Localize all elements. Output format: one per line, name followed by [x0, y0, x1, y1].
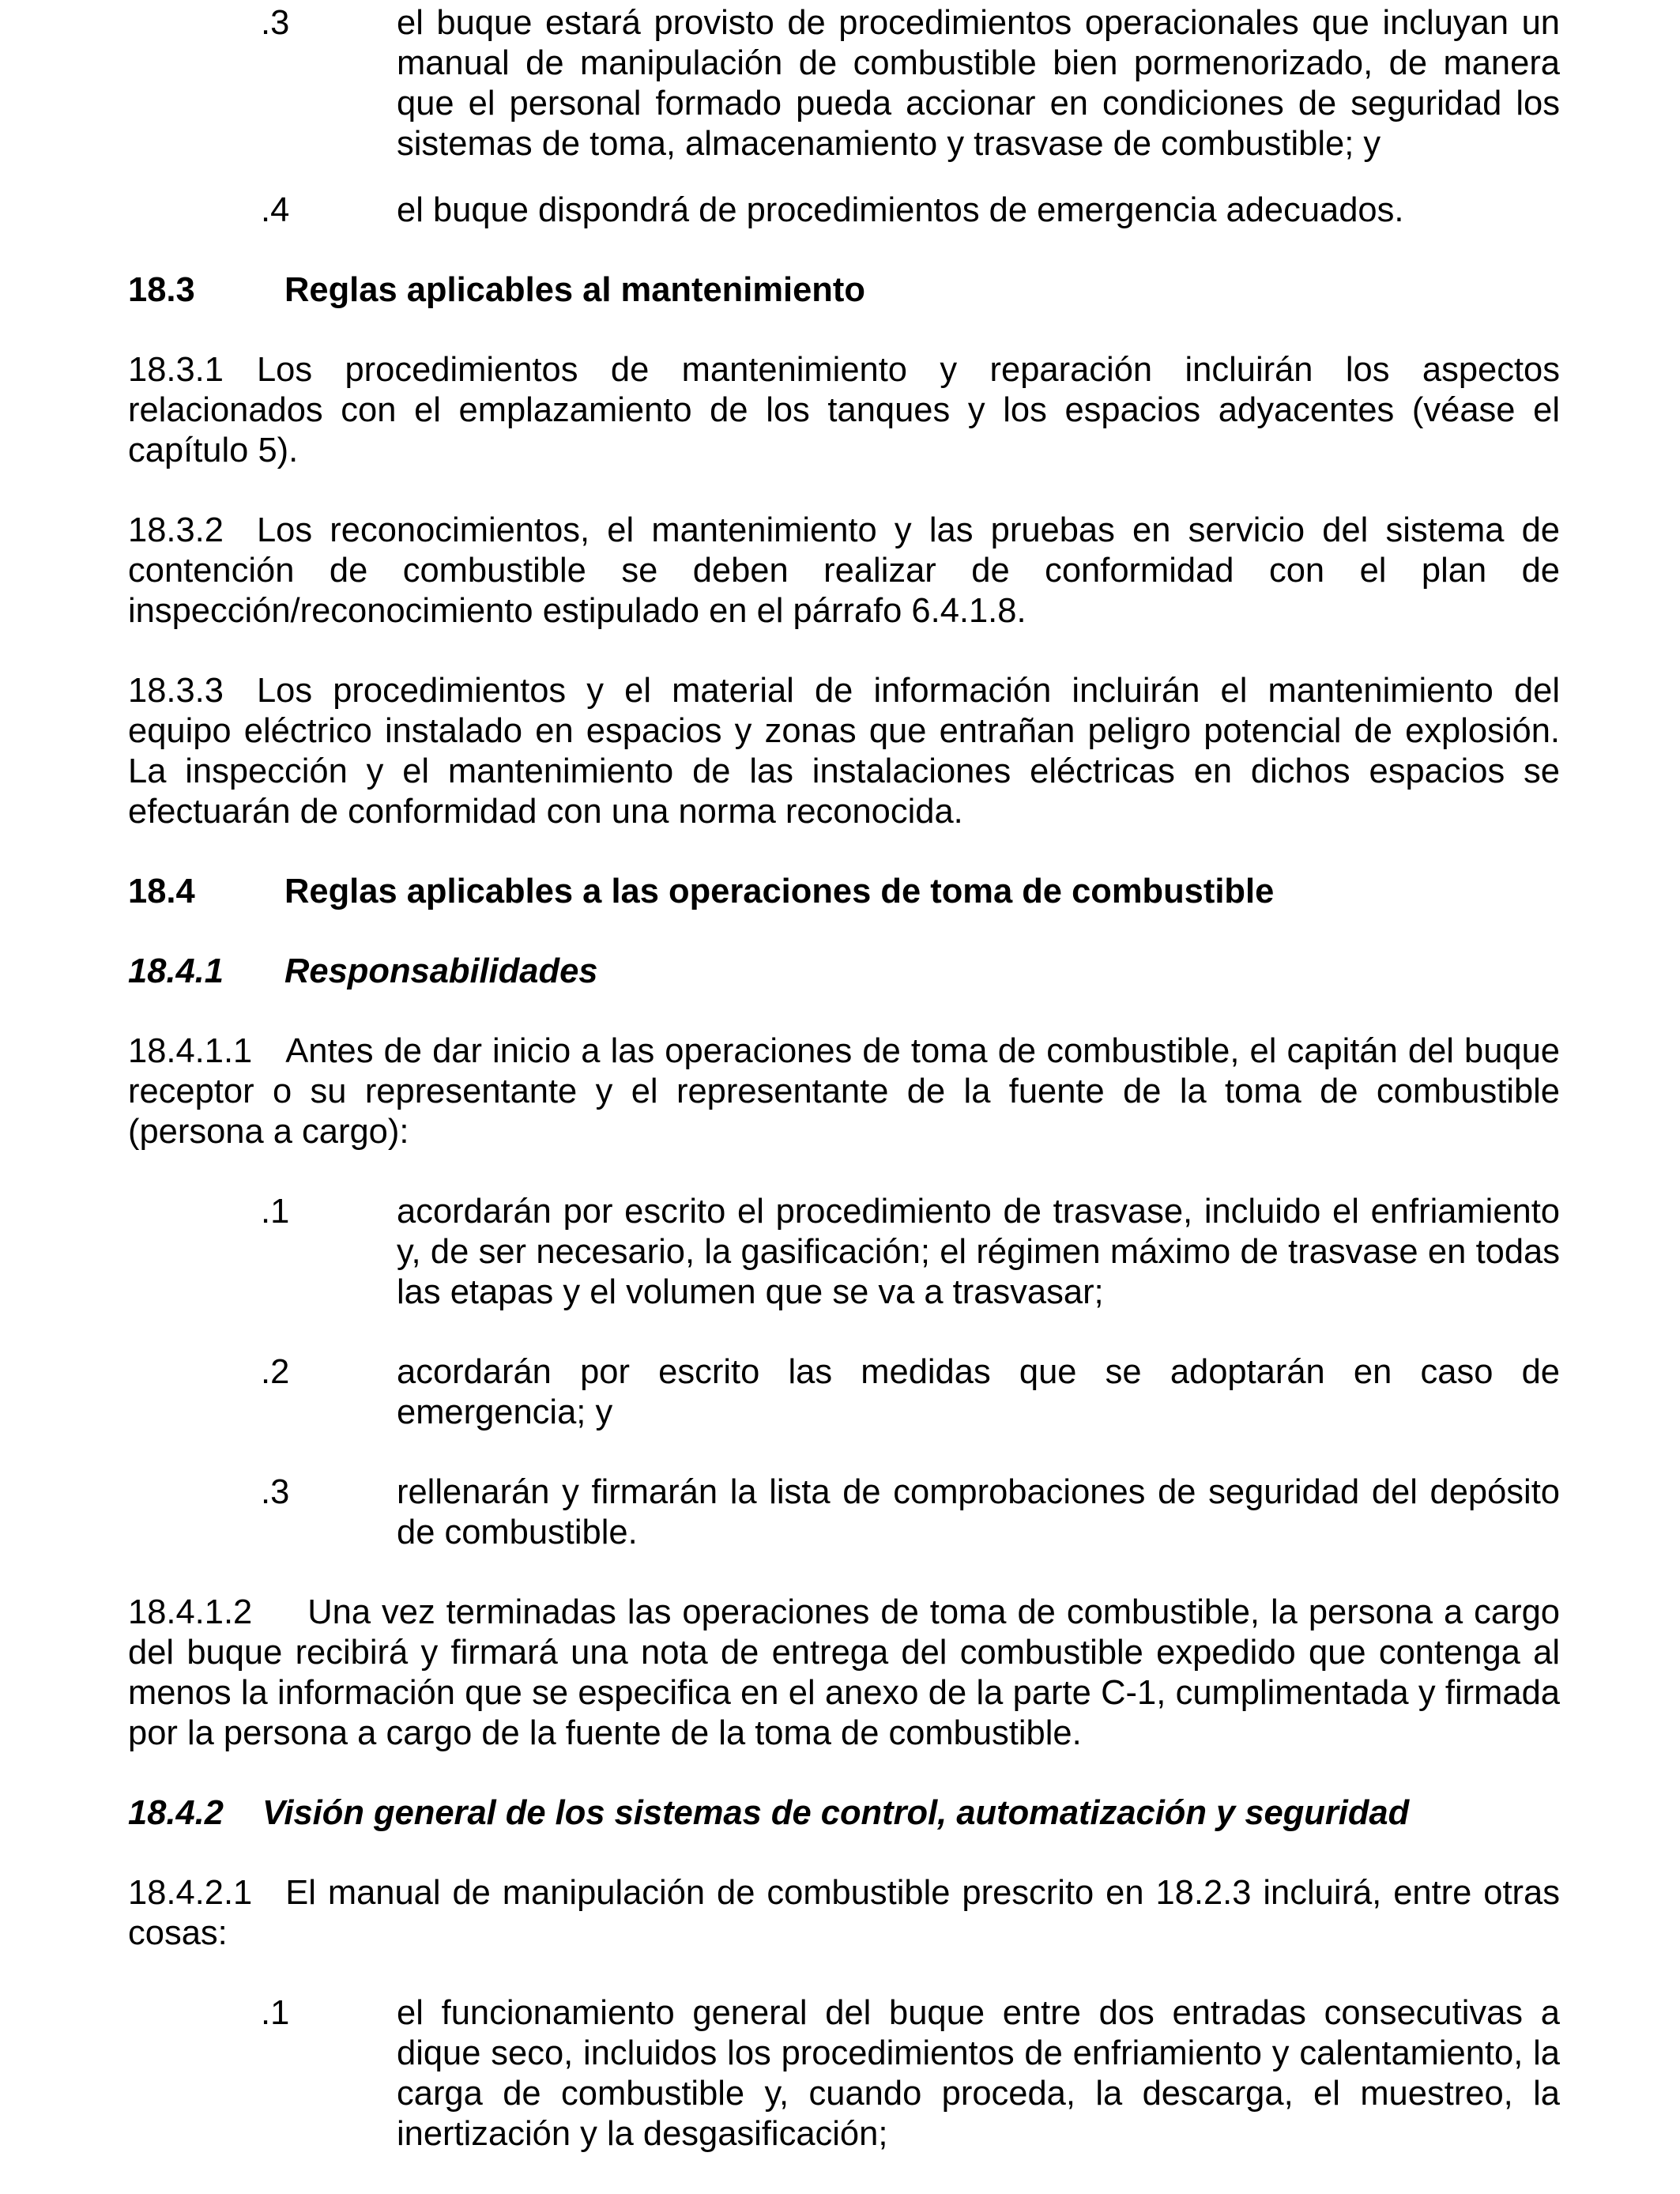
paragraph-number: 18.4.1.2	[128, 1593, 253, 1631]
section-heading	[128, 872, 1560, 912]
paragraph-text: Los reconocimientos, el mantenimiento y las pruebas en servicio del sistema de contención de combustible se deben realizar de conformidad con el plan de inspección/reconocimiento estipulado en el párrafo 6.4.1.8.	[128, 511, 1560, 630]
list-item	[128, 1993, 1560, 2154]
list-item-text: el buque dispondrá de procedimientos de emergencia adecuados.	[397, 191, 1404, 229]
paragraph	[128, 511, 1560, 631]
paragraph-number: 18.3.1	[128, 351, 224, 389]
subsection-heading	[128, 952, 1560, 992]
subsection-number: 18.4.2	[128, 1794, 224, 1832]
paragraph-text: Antes de dar inicio a las operaciones de toma de combustible, el capitán del buque receptor o su representante y el representante de la fuente de la toma de combustible (persona a cargo):	[128, 1032, 1560, 1151]
paragraph	[128, 1873, 1560, 1954]
list-item-text: el funcionamiento general del buque entre dos entradas consecutivas a dique seco, incluidos los procedimientos de enfriamiento y calentamiento, la carga de combustible y, cuando proceda, la descarga, el muestreo, la inertización y la desgasificación;	[397, 1994, 1560, 2153]
list-item-text: rellenarán y firmarán la lista de comprobaciones de seguridad del depósito de combustible.	[397, 1473, 1560, 1551]
section-title: Reglas aplicables a las operaciones de toma de combustible	[284, 873, 1275, 910]
subsection-heading	[128, 1793, 1560, 1834]
paragraph	[128, 1031, 1560, 1152]
list-item-number: .2	[261, 1353, 290, 1391]
list-item-number: .3	[261, 4, 290, 42]
list-item-number: .1	[261, 1193, 290, 1231]
list-item-number: .3	[261, 1473, 290, 1511]
paragraph-text: Los procedimientos y el material de información incluirán el mantenimiento del equipo eléctrico instalado en espacios y zonas que entrañan peligro potencial de explosión. La inspección y el mantenimiento de las instalaciones eléctricas en dichos espacios se efectuarán de conformidad con una norma reconocida.	[128, 672, 1560, 831]
paragraph-number: 18.4.2.1	[128, 1874, 253, 1912]
paragraph-number: 18.3.3	[128, 672, 224, 710]
paragraph	[128, 350, 1560, 471]
list-item	[128, 1192, 1560, 1313]
list-item	[128, 190, 1560, 231]
section-heading	[128, 270, 1560, 311]
list-item	[128, 1472, 1560, 1553]
list-item	[128, 1352, 1560, 1433]
paragraph-number: 18.3.2	[128, 511, 224, 549]
subsection-number: 18.4.1	[128, 952, 224, 990]
section-number: 18.3	[128, 271, 195, 309]
subsection-title: Visión general de los sistemas de control, automatización y seguridad	[262, 1794, 1410, 1832]
list-item-text: el buque estará provisto de procedimientos operacionales que incluyan un manual de manipulación de combustible bien pormenorizado, de manera que el personal formado pueda accionar en condiciones de seguridad los sistemas de toma, almacenamiento y trasvase de combustible; y	[397, 4, 1560, 163]
subsection-title: Responsabilidades	[284, 952, 598, 990]
paragraph-number: 18.4.1.1	[128, 1032, 253, 1070]
section-number: 18.4	[128, 873, 195, 910]
list-item-number: .4	[261, 191, 290, 229]
document-page	[128, 0, 1560, 2154]
paragraph	[128, 1593, 1560, 1754]
paragraph-text: El manual de manipulación de combustible prescrito en 18.2.3 incluirá, entre otras cosas:	[128, 1874, 1560, 1952]
paragraph	[128, 671, 1560, 832]
list-item	[128, 3, 1560, 164]
section-title: Reglas aplicables al mantenimiento	[284, 271, 865, 309]
paragraph-text: Una vez terminadas las operaciones de toma de combustible, la persona a cargo del buque recibirá y firmará una nota de entrega del combustible expedido que contenga al menos la información que se especifica en el anexo de la parte C-1, cumplimentada y firmada por la persona a cargo de la fuente de la toma de combustible.	[128, 1593, 1560, 1752]
list-item-number: .1	[261, 1994, 290, 2032]
list-item-text: acordarán por escrito las medidas que se adoptarán en caso de emergencia; y	[397, 1353, 1560, 1431]
paragraph-text: Los procedimientos de mantenimiento y reparación incluirán los aspectos relacionados con el emplazamiento de los tanques y los espacios adyacentes (véase el capítulo 5).	[128, 351, 1560, 469]
list-item-text: acordarán por escrito el procedimiento de trasvase, incluido el enfriamiento y, de ser necesario, la gasificación; el régimen máximo de trasvase en todas las etapas y el volumen que se va a trasvasar;	[397, 1193, 1560, 1311]
